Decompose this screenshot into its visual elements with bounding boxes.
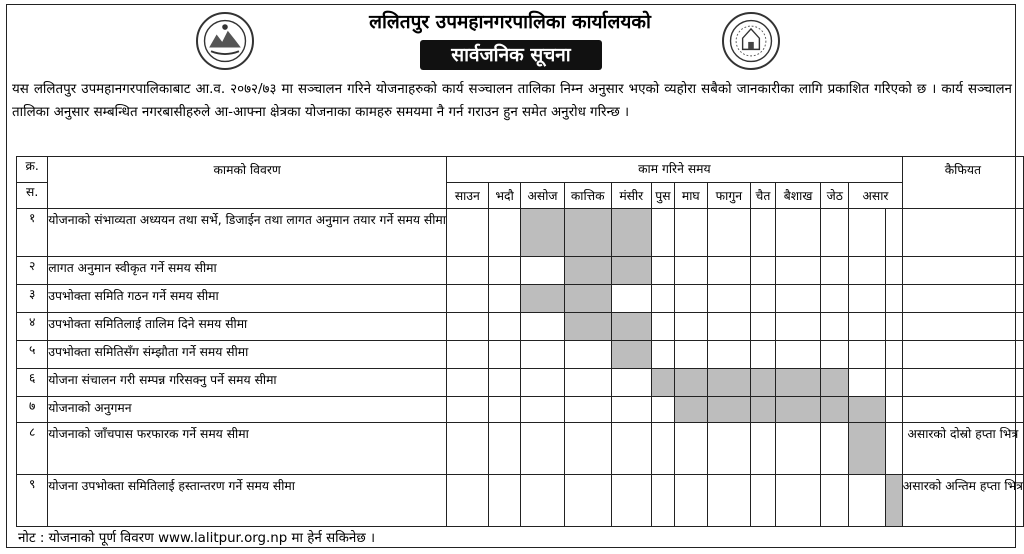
month-header: माघ	[675, 183, 708, 209]
schedule-cell	[446, 397, 488, 423]
schedule-cell	[446, 341, 488, 369]
schedule-cell	[675, 257, 708, 285]
schedule-cell	[885, 423, 902, 475]
schedule-cell	[488, 257, 521, 285]
month-header: साउन	[446, 183, 488, 209]
schedule-cell	[651, 313, 674, 341]
row-number: ४	[17, 313, 48, 341]
schedule-cell	[849, 257, 886, 285]
schedule-cell	[488, 475, 521, 527]
schedule-cell	[564, 285, 611, 313]
schedule-cell	[849, 313, 886, 341]
schedule-cell	[521, 341, 564, 369]
table-row	[17, 475, 1024, 527]
schedule-cell	[446, 257, 488, 285]
schedule-cell	[564, 257, 611, 285]
schedule-cell	[849, 341, 886, 369]
month-header: जेठ	[821, 183, 849, 209]
schedule-cell	[775, 209, 821, 257]
schedule-cell	[751, 257, 776, 285]
sn-header-bottom: स.	[17, 183, 48, 209]
sn-header: क्र.	[17, 157, 48, 183]
task-header: कामको विवरण	[48, 157, 447, 209]
remark-cell	[902, 341, 1023, 369]
schedule-cell	[775, 397, 821, 423]
schedule-cell	[849, 209, 886, 257]
schedule-cell	[521, 423, 564, 475]
schedule-cell	[885, 257, 902, 285]
schedule-cell	[885, 369, 902, 397]
schedule-cell	[564, 313, 611, 341]
remark-cell	[902, 209, 1023, 257]
schedule-cell	[675, 369, 708, 397]
month-header: असार	[849, 183, 903, 209]
schedule-cell	[885, 397, 902, 423]
schedule-cell	[821, 313, 849, 341]
schedule-cell	[651, 341, 674, 369]
schedule-cell	[849, 369, 886, 397]
schedule-cell	[707, 475, 751, 527]
task-description: उपभोक्ता समिति गठन गर्ने समय सीमा	[48, 285, 447, 313]
schedule-cell	[564, 341, 611, 369]
schedule-cell	[488, 423, 521, 475]
schedule-cell	[775, 257, 821, 285]
schedule-cell	[521, 397, 564, 423]
remark-cell	[902, 285, 1023, 313]
table-row	[17, 209, 1024, 257]
schedule-cell	[775, 341, 821, 369]
schedule-cell	[611, 475, 651, 527]
remark-cell	[902, 313, 1023, 341]
task-description: योजना संचालन गरी सम्पन्न गरिसक्नु पर्ने समय सीमा	[48, 369, 447, 397]
schedule-cell	[821, 423, 849, 475]
schedule-cell	[821, 397, 849, 423]
schedule-cell	[446, 369, 488, 397]
schedule-cell	[707, 209, 751, 257]
schedule-cell	[521, 369, 564, 397]
schedule-cell	[446, 475, 488, 527]
schedule-cell	[521, 209, 564, 257]
schedule-cell	[564, 475, 611, 527]
row-number: १	[17, 209, 48, 257]
remark-header: कैफियत	[902, 157, 1023, 209]
row-number: ९	[17, 475, 48, 527]
schedule-cell	[775, 313, 821, 341]
schedule-cell	[821, 209, 849, 257]
task-description: योजनाको जाँचपास फरफारक गर्ने समय सीमा	[48, 423, 447, 475]
schedule-cell	[675, 341, 708, 369]
schedule-cell	[564, 423, 611, 475]
schedule-cell	[564, 209, 611, 257]
row-number: ३	[17, 285, 48, 313]
schedule-cell	[707, 341, 751, 369]
schedule-cell	[446, 313, 488, 341]
month-header: चैत	[751, 183, 776, 209]
task-description: योजनाको अनुगमन	[48, 397, 447, 423]
schedule-cell	[821, 257, 849, 285]
nepal-emblem-icon	[196, 12, 254, 70]
schedule-cell	[751, 369, 776, 397]
schedule-cell	[521, 313, 564, 341]
month-header: फागुन	[707, 183, 751, 209]
schedule-cell	[707, 257, 751, 285]
schedule-cell	[885, 341, 902, 369]
schedule-cell	[885, 209, 902, 257]
schedule-cell	[821, 475, 849, 527]
table-row	[17, 341, 1024, 369]
schedule-cell	[611, 423, 651, 475]
schedule-cell	[707, 369, 751, 397]
schedule-cell	[849, 397, 886, 423]
remark-cell	[902, 397, 1023, 423]
schedule-cell	[707, 397, 751, 423]
schedule-cell	[885, 313, 902, 341]
schedule-cell	[821, 285, 849, 313]
table-row	[17, 369, 1024, 397]
month-header: बैशाख	[775, 183, 821, 209]
schedule-cell	[707, 285, 751, 313]
schedule-cell	[651, 475, 674, 527]
schedule-cell	[611, 209, 651, 257]
schedule-cell	[564, 369, 611, 397]
task-description: योजना उपभोक्ता समितिलाई हस्तान्तरण गर्ने समय सीमा	[48, 475, 447, 527]
month-header: कात्तिक	[564, 183, 611, 209]
schedule-cell	[849, 285, 886, 313]
table-row	[17, 397, 1024, 423]
schedule-cell	[651, 285, 674, 313]
remark-cell: असारको अन्तिम हप्ता भित्र	[902, 475, 1023, 527]
month-header: भदौ	[488, 183, 521, 209]
schedule-cell	[707, 313, 751, 341]
schedule-table	[16, 156, 1024, 527]
schedule-cell	[775, 369, 821, 397]
schedule-cell	[564, 397, 611, 423]
row-number: २	[17, 257, 48, 285]
task-description: उपभोक्ता समितिसँग संम्झौता गर्ने समय सीमा	[48, 341, 447, 369]
month-header: मंसीर	[611, 183, 651, 209]
remark-cell: असारको दोस्रो हप्ता भित्र	[902, 423, 1023, 475]
schedule-cell	[707, 423, 751, 475]
schedule-cell	[885, 285, 902, 313]
schedule-cell	[488, 369, 521, 397]
schedule-cell	[488, 397, 521, 423]
schedule-cell	[751, 475, 776, 527]
schedule-cell	[675, 423, 708, 475]
schedule-cell	[675, 475, 708, 527]
row-number: ७	[17, 397, 48, 423]
schedule-cell	[611, 369, 651, 397]
schedule-cell	[751, 397, 776, 423]
office-name: ललितपुर उपमहानगरपालिका कार्यालयको	[369, 11, 651, 33]
schedule-cell	[849, 475, 886, 527]
task-description: लागत अनुमान स्वीकृत गर्ने समय सीमा	[48, 257, 447, 285]
schedule-cell	[821, 369, 849, 397]
table-row	[17, 285, 1024, 313]
intro-paragraph: यस ललितपुर उपमहानगरपालिकाबाट आ.व. २०७२/७३ मा सञ्चालन गरिने योजनाहरुको कार्य सञ्चालन तालिका निम्न अनुसार भएको व्यहोरा सबैको जानकारीका लागि प्रकाशित गरिएको छ । कार्य सञ्चालन तालिका अनुसार सम्बन्धित नगरबासीहरुले आ-आफ्ना क्षेत्रका योजनाका कामहरु समयमा नै गर्न गराउन हुन समेत अनुरोध गरिन्छ ।	[12, 82, 1012, 120]
schedule-cell	[446, 209, 488, 257]
schedule-cell	[651, 257, 674, 285]
notice-title: सार्वजनिक सूचना	[420, 40, 602, 70]
schedule-cell	[675, 285, 708, 313]
remark-cell	[902, 257, 1023, 285]
task-description: उपभोक्ता समितिलाई तालिम दिने समय सीमा	[48, 313, 447, 341]
table-header-row	[17, 157, 1024, 183]
row-number: ५	[17, 341, 48, 369]
remark-cell	[902, 369, 1023, 397]
schedule-cell	[885, 475, 902, 527]
schedule-cell	[751, 209, 776, 257]
schedule-cell	[751, 423, 776, 475]
schedule-cell	[611, 285, 651, 313]
schedule-cell	[675, 313, 708, 341]
schedule-cell	[651, 423, 674, 475]
schedule-cell	[521, 285, 564, 313]
schedule-cell	[521, 257, 564, 285]
schedule-cell	[521, 475, 564, 527]
table-row	[17, 313, 1024, 341]
schedule-cell	[751, 313, 776, 341]
schedule-cell	[849, 423, 886, 475]
schedule-cell	[446, 423, 488, 475]
schedule-cell	[751, 285, 776, 313]
schedule-cell	[611, 397, 651, 423]
schedule-cell	[651, 369, 674, 397]
schedule-cell	[675, 397, 708, 423]
schedule-cell	[611, 341, 651, 369]
task-description: योजनाको संभाव्यता अध्ययन तथा सर्भे, डिजाईन तथा लागत अनुमान तयार गर्ने समय सीमा	[48, 209, 447, 257]
row-number: ८	[17, 423, 48, 475]
table-row	[17, 423, 1024, 475]
schedule-cell	[775, 423, 821, 475]
schedule-cell	[611, 313, 651, 341]
schedule-cell	[651, 209, 674, 257]
schedule-cell	[488, 209, 521, 257]
month-header: पुस	[651, 183, 674, 209]
table-row	[17, 257, 1024, 285]
month-header: असोज	[521, 183, 564, 209]
schedule-cell	[488, 341, 521, 369]
schedule-cell	[775, 475, 821, 527]
row-number: ६	[17, 369, 48, 397]
schedule-cell	[675, 209, 708, 257]
schedule-cell	[488, 313, 521, 341]
footer-note: नोट : योजनाको पूर्ण विवरण www.lalitpur.org.np मा हेर्न सकिनेछ ।	[18, 531, 376, 546]
schedule-cell	[651, 397, 674, 423]
time-header: काम गरिने समय	[446, 157, 902, 183]
schedule-cell	[611, 257, 651, 285]
schedule-cell	[821, 341, 849, 369]
schedule-cell	[488, 285, 521, 313]
schedule-cell	[446, 285, 488, 313]
schedule-cell	[751, 341, 776, 369]
schedule-cell	[775, 285, 821, 313]
